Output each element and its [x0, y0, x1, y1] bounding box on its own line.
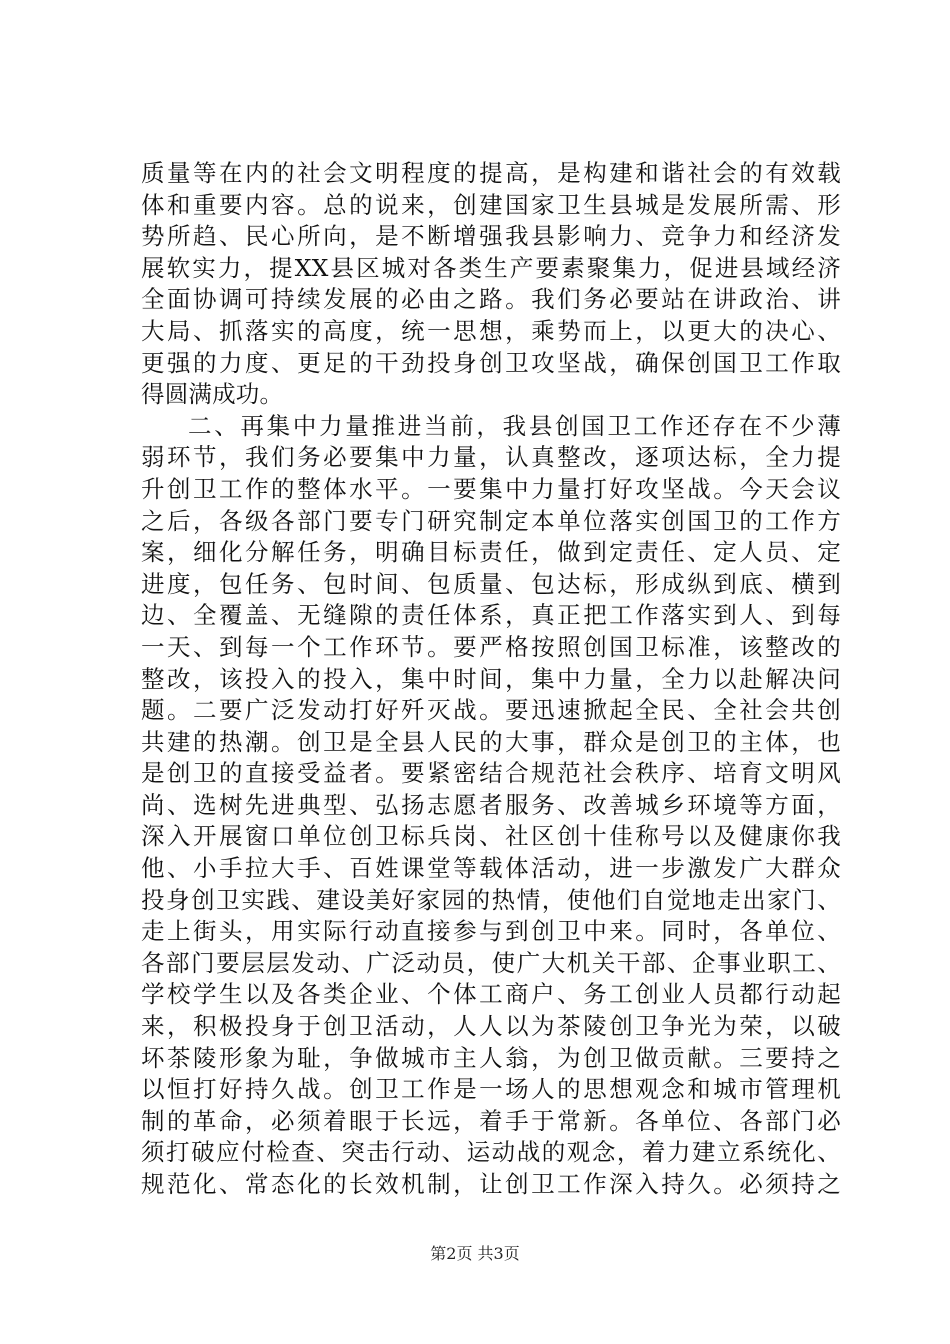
text-line: 以恒打好持久战。创卫工作是一场人的思想观念和城市管理机	[141, 1075, 841, 1104]
text-line: 学校学生以及各类企业、个体工商户、务工创业人员都行动起	[141, 980, 841, 1009]
text-line: 之后，各级各部门要专门研究制定本单位落实创国卫的工作方	[141, 506, 841, 535]
text-line: 进度，包任务、包时间、包质量、包达标，形成纵到底、横到	[141, 569, 841, 598]
text-line: 各部门要层层发动、广泛动员，使广大机关干部、企事业职工、	[141, 948, 841, 977]
text-line: 他、小手拉大手、百姓课堂等载体活动，进一步激发广大群众	[141, 854, 841, 883]
text-line: 势所趋、民心所向，是不断增强我县影响力、竞争力和经济发	[141, 222, 841, 251]
text-line: 制的革命，必须着眼于长远，着手于常新。各单位、各部门必	[141, 1106, 841, 1135]
text-line: 共建的热潮。创卫是全县人民的大事，群众是创卫的主体，也	[141, 727, 841, 756]
text-line: 更强的力度、更足的干劲投身创卫攻坚战，确保创国卫工作取	[141, 348, 841, 377]
text-line: 投身创卫实践、建设美好家园的热情，使他们自觉地走出家门、	[141, 885, 841, 914]
text-line: 整改，该投入的投入，集中时间，集中力量，全力以赴解决问	[141, 664, 841, 693]
text-line: 二、再集中力量推进当前，我县创国卫工作还存在不少薄	[188, 411, 841, 440]
text-line: 得圆满成功。	[141, 380, 284, 409]
text-line: 走上街头，用实际行动直接参与到创卫中来。同时，各单位、	[141, 917, 841, 946]
text-line: 质量等在内的社会文明程度的提高，是构建和谐社会的有效载	[141, 159, 841, 187]
text-line: 来，积极投身于创卫活动，人人以为茶陵创卫争光为荣，以破	[141, 1012, 841, 1041]
text-line: 深入开展窗口单位创卫标兵岗、社区创十佳称号以及健康你我	[141, 822, 841, 851]
text-line: 全面协调可持续发展的必由之路。我们务必要站在讲政治、讲	[141, 285, 841, 314]
text-line: 边、全覆盖、无缝隙的责任体系，真正把工作落实到人、到每	[141, 601, 841, 630]
text-line: 规范化、常态化的长效机制，让创卫工作深入持久。必须持之	[141, 1170, 841, 1198]
text-line: 案，细化分解任务，明确目标责任，做到定责任、定人员、定	[141, 538, 841, 567]
text-line: 题。二要广泛发动打好歼灭战。要迅速掀起全民、全社会共创	[141, 696, 841, 725]
page-footer: 第2页 共3页	[430, 1244, 520, 1263]
text-line: 弱环节，我们务必要集中力量，认真整改，逐项达标，全力提	[141, 443, 841, 472]
text-line: 体和重要内容。总的说来，创建国家卫生县城是发展所需、形	[141, 190, 841, 219]
text-line: 展软实力，提XX县区城对各类生产要素聚集力，促进县域经济	[141, 253, 841, 282]
text-line: 须打破应付检查、突击行动、运动战的观念，着力建立系统化、	[141, 1138, 841, 1167]
text-line: 尚、选树先进典型、弘扬志愿者服务、改善城乡环境等方面，	[141, 790, 841, 819]
text-line: 坏茶陵形象为耻，争做城市主人翁，为创卫做贡献。三要持之	[141, 1043, 841, 1072]
document-body	[141, 158, 841, 1201]
text-line: 一天、到每一个工作环节。要严格按照创国卫标准，该整改的	[141, 632, 841, 661]
text-line: 升创卫工作的整体水平。一要集中力量打好攻坚战。今天会议	[141, 474, 841, 503]
text-line: 是创卫的直接受益者。要紧密结合规范社会秩序、培育文明风	[141, 759, 841, 788]
text-line: 大局、抓落实的高度，统一思想，乘势而上，以更大的决心、	[141, 316, 841, 345]
